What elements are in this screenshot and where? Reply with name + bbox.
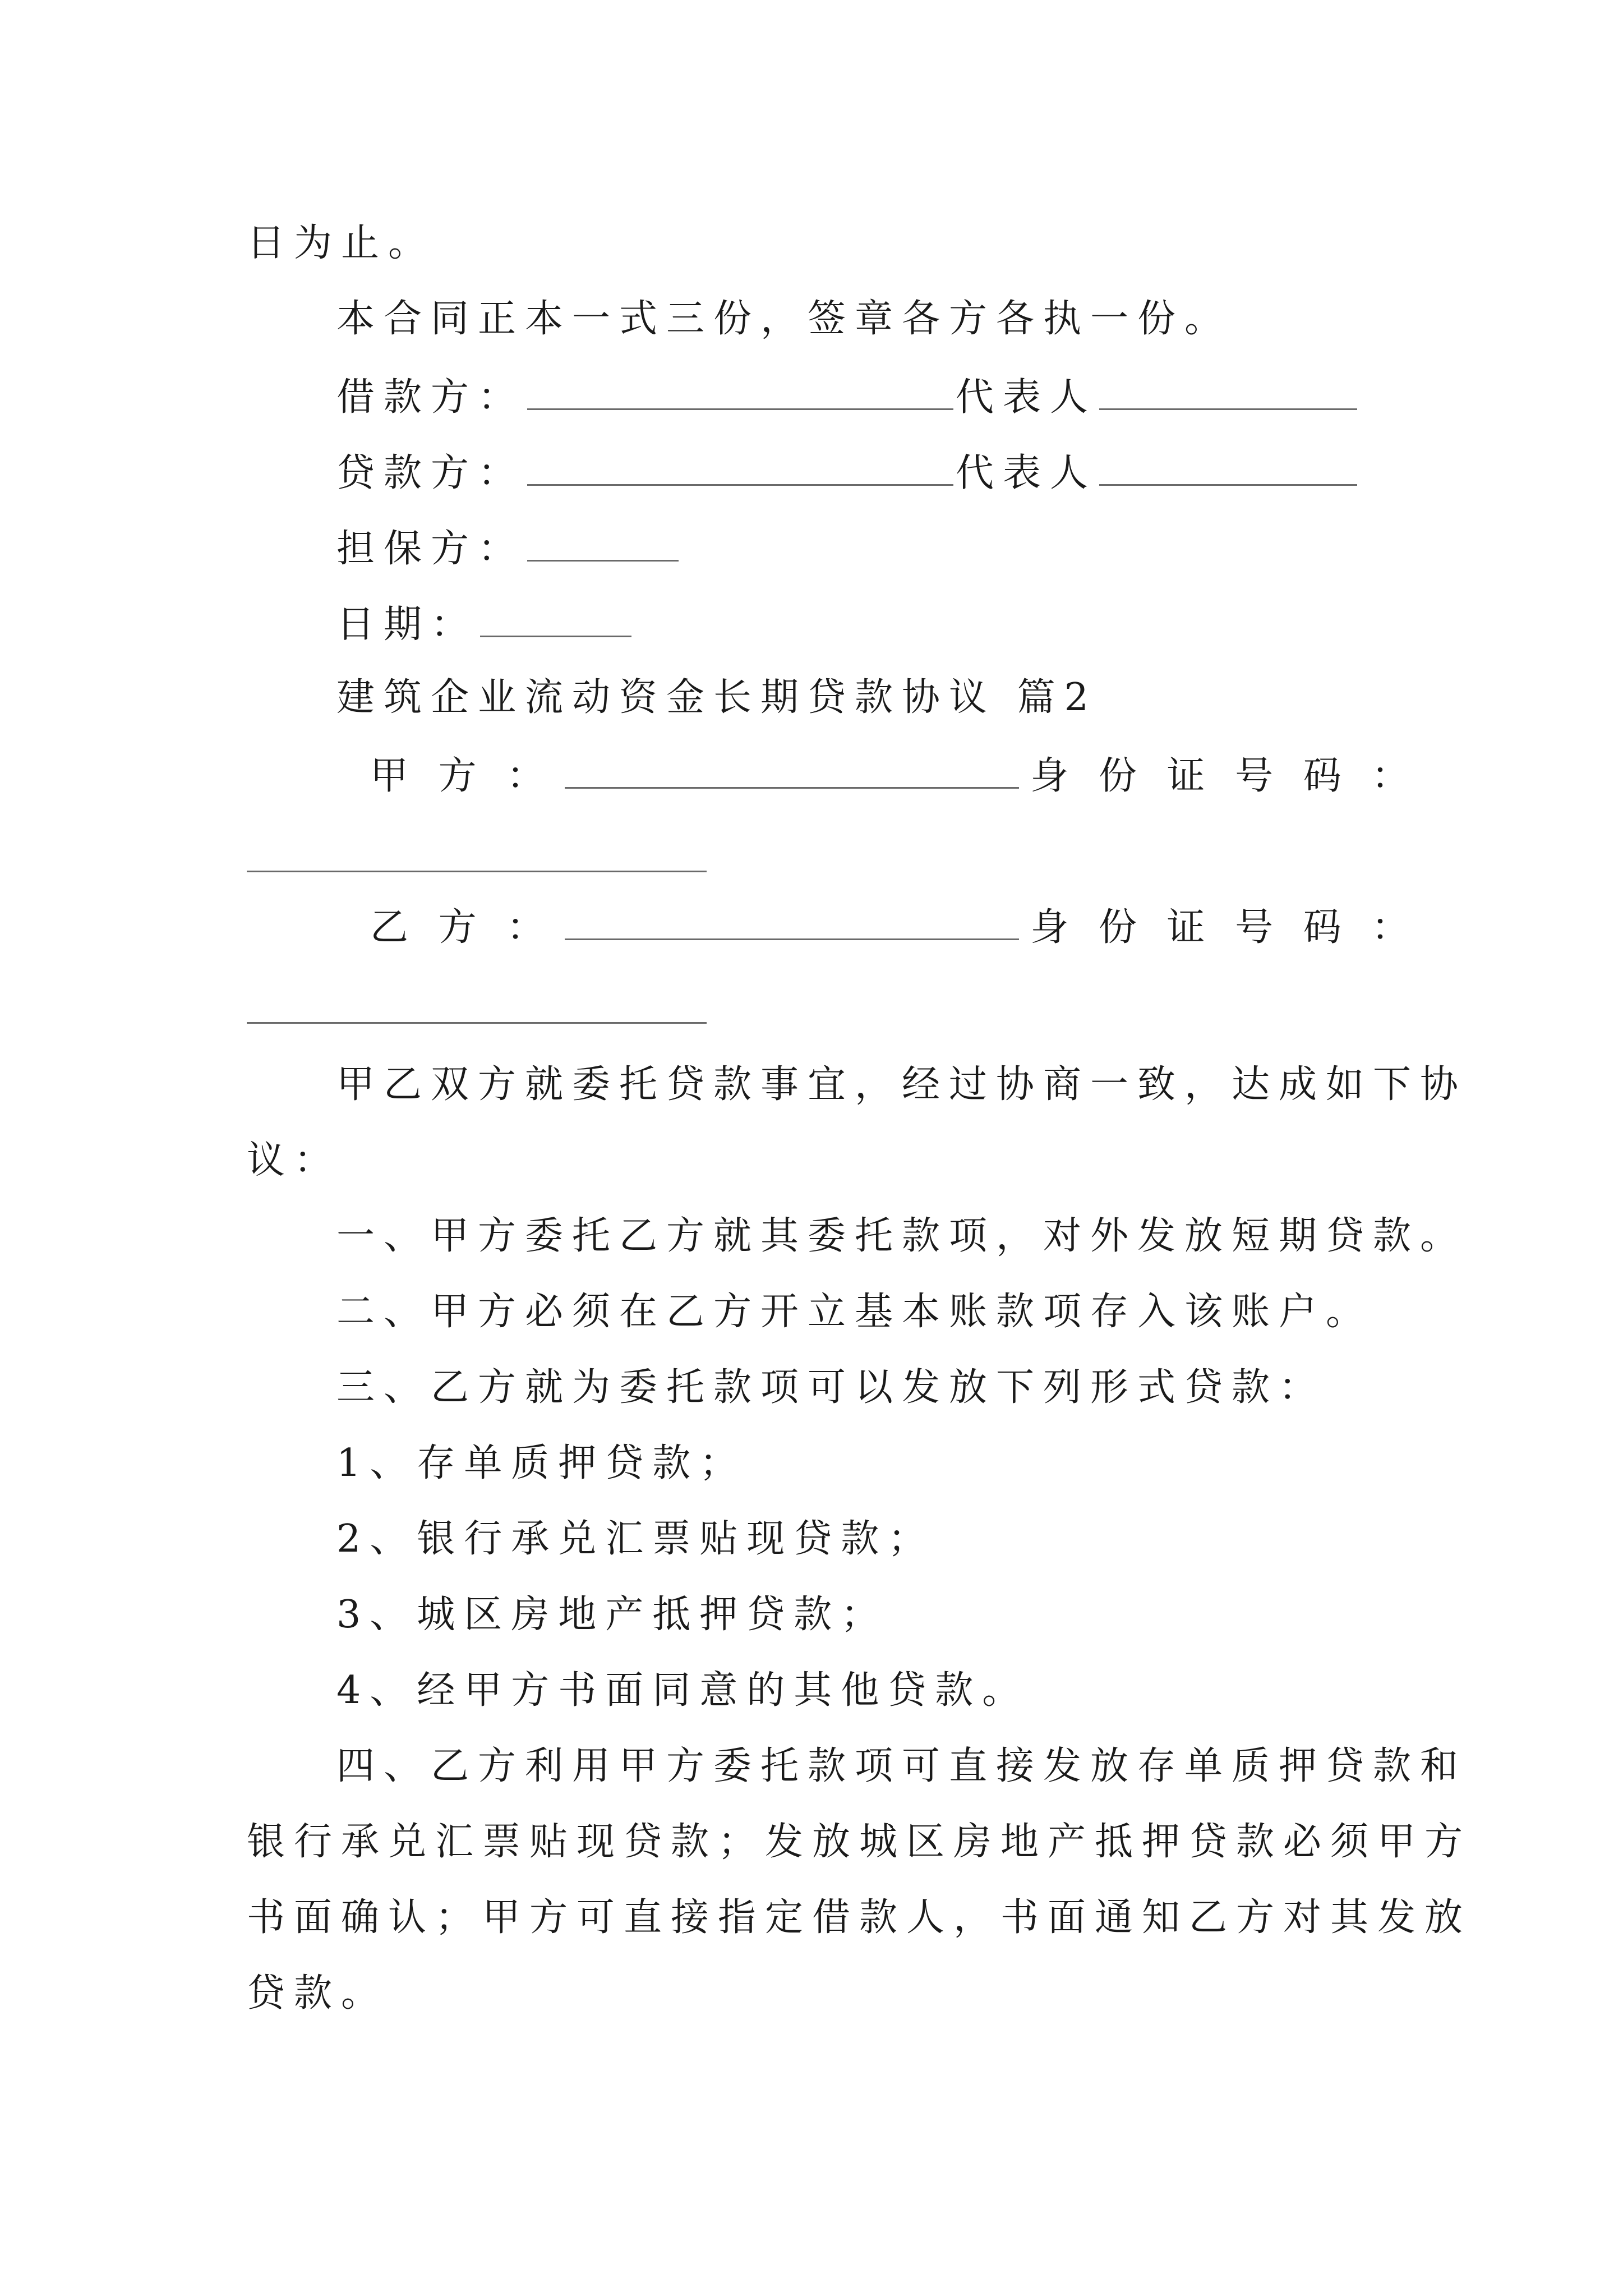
list-item-1: 1、存单质押贷款； [336,1441,747,1485]
paragraph-end: 日为止。 [247,221,436,265]
copies-clause: 本合同正本一式三份，签章各方各执一份。 [336,297,1232,341]
clause-1: 一、甲方委托乙方就其委托款项，对外发放短期贷款。 [336,1214,1468,1258]
clause-4-line-2: 银行承兑汇票贴现贷款；发放城区房地产抵押贷款必须甲方 [247,1820,1472,1864]
clause-4-line-3: 书面确认；甲方可直接指定借款人，书面通知乙方对其发放 [247,1895,1472,1940]
borrower-label: 借款方： [336,375,525,420]
party-a-label: 甲 方 ： [370,754,554,798]
list-item-3: 3、城区房地产抵押贷款； [336,1593,888,1637]
date-line [336,602,634,647]
clause-3: 三、乙方就为委托款项可以发放下列形式贷款： [336,1365,1326,1410]
borrower-signature-line [336,375,1359,420]
guarantor-signature-line [336,527,681,571]
party-a-line [370,754,1419,798]
clause-4-line-1: 四、乙方利用甲方委托款项可直接发放存单质押贷款和 [336,1744,1468,1788]
party-a-id-label: 身 份 证 号 码 ： [1030,754,1419,798]
party-b-line [370,905,1419,950]
clause-4-line-4: 贷款。 [247,1971,389,2016]
party-b-label: 乙 方 ： [370,905,554,950]
intro-line-2: 议： [247,1138,342,1182]
list-item-2: 2、银行承兑汇票贴现贷款； [336,1517,935,1561]
intro-line-1: 甲乙双方就委托贷款事宜，经过协商一致，达成如下协 [336,1062,1468,1107]
lender-rep-blank [1099,452,1357,486]
lender-blank [527,452,953,486]
party-a-id-blank [247,871,707,872]
guarantor-label: 担保方： [336,527,525,571]
section-title: 建筑企业流动资金长期贷款协议 篇2 [336,675,1098,720]
party-a-name-blank [565,754,1019,789]
guarantor-blank [527,527,679,562]
list-item-4: 4、经甲方书面同意的其他贷款。 [336,1668,1030,1713]
date-label: 日期： [336,602,478,647]
party-b-id-label: 身 份 证 号 码 ： [1030,905,1419,950]
lender-rep-label: 代表人 [956,451,1098,495]
party-b-id-blank [247,1022,707,1024]
borrower-rep-label: 代表人 [956,375,1098,420]
clause-2: 二、甲方必须在乙方开立基本账款项存入该账户。 [336,1290,1373,1334]
lender-signature-line [336,452,1359,493]
party-b-name-blank [565,906,1019,940]
lender-label: 贷款方： [336,451,525,495]
borrower-rep-blank [1099,376,1357,410]
date-blank [480,603,631,637]
borrower-blank [527,376,953,410]
